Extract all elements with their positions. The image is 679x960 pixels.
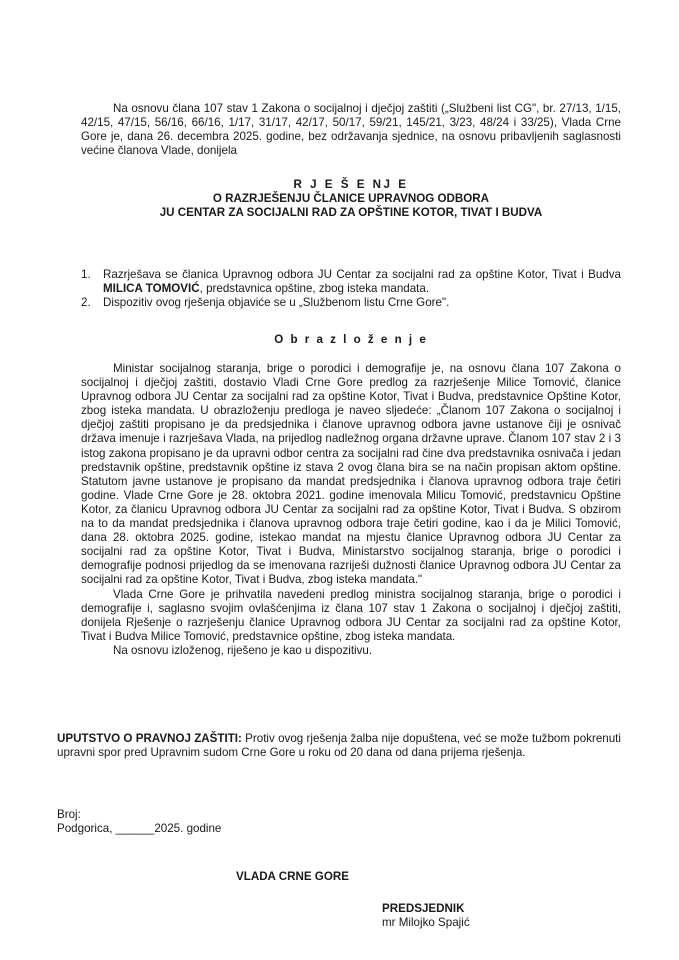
reference-block xyxy=(57,808,221,836)
signatory-title: PREDSJEDNIK xyxy=(382,902,465,915)
list-number: 2. xyxy=(81,296,91,310)
legal-remedy xyxy=(57,732,621,760)
dispositive-list xyxy=(81,268,621,310)
reasoning-paragraph-3: Na osnovu izloženog, riješeno je kao u dispozitivu. xyxy=(113,643,373,657)
dispositive-text: Dispozitiv ovog rješenja objaviće se u „Službenom listu Crne Gore". xyxy=(103,296,450,310)
list-number: 1. xyxy=(81,268,91,281)
dispositive-item-1 xyxy=(81,268,621,296)
dispositive-text-post: , predstavnica opštine, zbog isteka mandata. xyxy=(199,282,430,296)
issuer-name: VLADA CRNE GORE xyxy=(236,870,349,883)
reference-number: Broj: xyxy=(57,808,81,821)
reasoning-paragraph-1: Ministar socijalnog staranja, brige o porodici i demografije je, na osnovu člana 107 Zakona o socijalnoj i dječjoj zaštiti, dostavio Vladi Crne Gore predlog za razrješenje Milice Tomović, članice Upravnog odbora JU Centar za socijalni rad za opštine Kotor, Tivat i Budva, predstavnice Opštine Kotor, zbog isteka mandata. U obrazloženju predloga je naveo sljedeće: „Članom 107 Zakona o socijalnoj i dječjoj zaštiti propisano je da predsjednika i članove upravnog odbora javne ustanove čiji je osnivač država imenuje i razrješava Vlada, na prijedlog nadležnog organa državne uprave. Članom 107 stav 2 i 3 istog zakona propisano je da upravni odbor centra za socijalni rad čine dva predstavnika osnivača i jedan predstavnik opštine, predstavnik opštine iz stava 2 ovog člana bira se na način propisan aktom opštine. Statutom javne ustanove je propisano da mandat predsjednika i članova upravnog odbora traje četiri godine. Vlade Crne Gore je 28. oktobra 2021. godine imenovala Milicu Tomović, predstavnicu Opštine Kotor, za članicu Upravnog odbora JU Centar za socijalni rad za opštine Kotor, Tivat i Budva. S obzirom na to da mandat predsjednika i članova upravnog odbora traje četiri godine, kao i da je Milici Tomović, dana 28. oktobra 2025. godine, istekao mandat na mjestu članice Upravnog odbora JU Centar za socijalni rad za opštine Kotor, Tivat i Budva, Ministarstvo socijalnog staranja, brige o porodici i demografije podnosi prijedlog da se imenovana razriješi dužnosti članice Upravnog odbora JU Centar za socijalni rad za opštine Kotor, Tivat i Budva, zbog isteka mandata." xyxy=(81,362,621,587)
decision-title-line3: JU CENTAR ZA SOCIJALNI RAD ZA OPŠTINE KOTOR, TIVAT I BUDVA xyxy=(159,206,543,220)
legal-remedy-text: Protiv ovog rješenja žalba nije dopuštena, već se može tužbom pokrenuti upravni spor pred Upravnim sudom Crne Gore u roku od 20 dana od dana prijema rješenja. xyxy=(57,732,621,760)
dispositive-text-pre: Razrješava se članica Upravnog odbora JU Centar za socijalni rad za opštine Kotor, Tivat i Budva xyxy=(103,268,621,281)
reasoning-body xyxy=(81,362,621,658)
place-date: Podgorica, ______2025. godine xyxy=(57,822,222,836)
decision-title-line1: R J E Š E NJ E xyxy=(293,178,409,191)
legal-remedy-label: UPUTSTVO O PRAVNOJ ZAŠTITI: xyxy=(57,732,242,745)
reasoning-heading: O b r a z l o ž e n j e xyxy=(274,333,428,346)
signatory-name: mr Milojko Spajić xyxy=(382,916,470,929)
reasoning-paragraph-2: Vlada Crne Gore je prihvatila navedeni predlog ministra socijalnog staranja, brige o porodici i demografije i, saglasno svojim ovlašćenjima iz člana 107 stav 1 Zakona o socijalnoj i dječjoj zaštiti, donijela Rješenje o razrješenju članice Upravnog odbora JU Centar za socijalni rad za opštine Kotor, Tivat i Budva Milice Tomović, predstavnice opštine, zbog isteka mandata. xyxy=(81,587,621,643)
decision-title xyxy=(81,178,621,221)
decision-title-line2: O RAZRJEŠENJU ČLANICE UPRAVNOG ODBORA xyxy=(212,192,490,206)
dispositive-item-2 xyxy=(81,296,621,310)
intro-paragraph: Na osnovu člana 107 stav 1 Zakona o socijalnoj i dječjoj zaštiti („Službeni list CG", br. 27/13, 1/15, 42/15, 47/15, 56/16, 66/16, 1/17, 31/17, 42/17, 50/17, 59/21, 145/21, 3/23, 48/24 i 33/25), Vlada Crne Gore je, dana 26. decembra 2025. godine, bez održavanja sjednice, na osnovu pribavljenih saglasnosti većine članova Vlade, donijela xyxy=(81,102,621,158)
dismissed-person-name: MILICA TOMOVIĆ xyxy=(103,282,200,296)
